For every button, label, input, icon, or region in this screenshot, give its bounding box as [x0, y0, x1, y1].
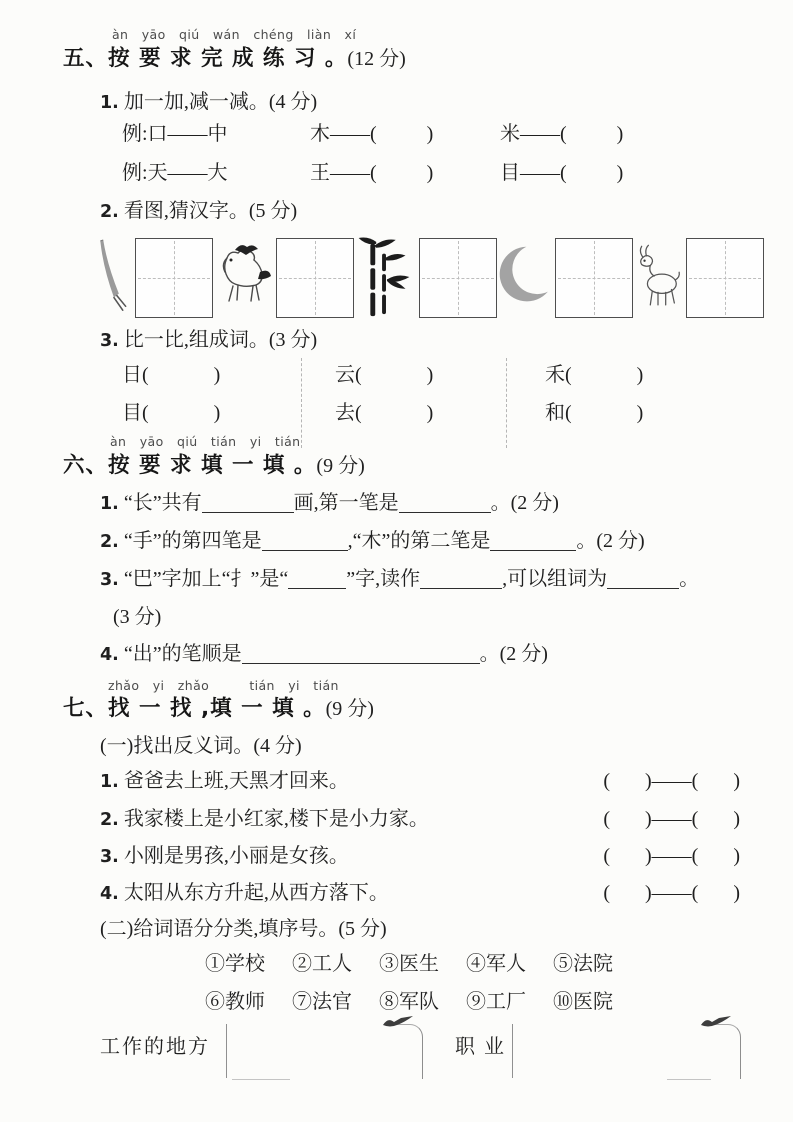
section5-score: (12 分) — [347, 48, 406, 70]
antonym-answer-slot: ( )——( ) — [603, 845, 740, 867]
word-cell: 和( ) — [545, 402, 644, 424]
example-cell: 例:口——中 — [122, 123, 228, 145]
section5-heading — [63, 46, 406, 73]
word-option: ⑧军队 — [379, 991, 439, 1013]
question-number: 2. — [100, 810, 119, 830]
question-score: (3 分) — [268, 329, 318, 351]
word-cell: 日( ) — [122, 364, 221, 386]
question-text: 加一加,减一减。 — [123, 91, 269, 113]
example-cell: 例:天——大 — [122, 162, 228, 184]
picture-group-goat — [633, 238, 764, 318]
word-option: ②工人 — [292, 953, 352, 975]
text-segment: ”字,读作 — [346, 568, 421, 590]
section5-pinyin: àn yāo qiú wán chéng liàn xí — [112, 27, 357, 42]
picture-guess-row — [92, 236, 750, 320]
word-option: ⑤法院 — [553, 953, 613, 975]
category-label-workplace: 工作的地方 — [100, 1036, 210, 1058]
word-option: ④军人 — [466, 953, 526, 975]
question-text: 看图,猜汉字。 — [123, 200, 249, 222]
antonym-answer-slot: ( )——( ) — [603, 770, 740, 792]
text-segment: 。(2 分) — [490, 492, 559, 514]
question-number: 1. — [100, 494, 119, 514]
section7-pinyin: zhǎo yi zhǎo tián yi tián — [108, 678, 339, 693]
character-box — [555, 238, 633, 318]
question-number: 3. — [100, 570, 119, 590]
compare-words-row-1 — [122, 363, 742, 388]
word-cell: 目( ) — [122, 402, 221, 424]
text-segment: 。 — [679, 568, 700, 590]
antonym-answer-slot: ( )——( ) — [603, 808, 740, 830]
question5-3 — [100, 328, 317, 353]
word-option: ①学校 — [205, 953, 265, 975]
knife-image — [92, 237, 132, 319]
answer-cell: 目——( ) — [500, 162, 624, 184]
category-label-occupation: 职 业 — [455, 1036, 506, 1058]
question-text: 比一比,组成词。 — [123, 329, 269, 351]
workplace-answer-box — [226, 1024, 423, 1078]
fill-line — [113, 606, 161, 628]
question6-3 — [100, 567, 699, 592]
text-segment: ,“木”的第二笔是 — [347, 530, 491, 552]
question6-3-score — [113, 605, 161, 630]
add-subtract-row-1 — [122, 122, 742, 147]
question-number: 1. — [100, 772, 119, 792]
sentence-text: 我家楼上是小红家,楼下是小力家。 — [123, 808, 429, 830]
question-score: (4 分) — [268, 91, 318, 113]
word-options-row-1 — [205, 952, 613, 977]
blank-line — [420, 567, 502, 589]
section6-title: 六、按 要 求 填 一 填 。 — [63, 453, 317, 478]
horse-image — [213, 238, 273, 318]
fill-line — [124, 568, 699, 590]
blank-line — [262, 529, 348, 551]
sentence — [100, 807, 429, 832]
question6-4 — [100, 642, 548, 667]
text-segment: (3 分) — [113, 606, 162, 628]
answer-cell: 米——( ) — [500, 123, 624, 145]
bird-icon — [699, 1013, 733, 1031]
character-box — [276, 238, 354, 318]
blank-line — [490, 529, 576, 551]
text-segment: 。(2 分) — [576, 530, 645, 552]
column-divider — [301, 358, 302, 448]
box-tick — [667, 1079, 711, 1080]
section7-title: 七、找 一 找 ,填 一 填 。 — [63, 696, 326, 721]
word-options-row-2 — [205, 990, 613, 1015]
question-number: 3. — [100, 847, 119, 867]
column-divider — [506, 358, 507, 448]
box-corner — [704, 1024, 741, 1079]
character-box — [135, 238, 213, 318]
sentence-text: 小刚是男孩,小丽是女孩。 — [123, 845, 349, 867]
fill-line — [124, 492, 559, 514]
section6-pinyin: àn yāo qiú tián yi tián — [110, 434, 301, 449]
word-cell: 云( ) — [335, 364, 434, 386]
text-segment: “巴”字加上“扌”是“ — [123, 568, 289, 590]
text-segment: 画,第一笔是 — [293, 492, 399, 514]
antonym-row — [100, 807, 740, 832]
answer-cell: 王——( ) — [310, 162, 434, 184]
question6-1 — [100, 491, 559, 516]
text-segment: “出”的笔顺是 — [123, 643, 242, 665]
fill-line — [124, 530, 645, 552]
goat-image — [633, 239, 683, 317]
antonym-row — [100, 769, 740, 794]
bamboo-image — [354, 236, 416, 320]
text-segment: 。(2 分) — [479, 643, 548, 665]
subsection7-1: (一)找出反义词。(4 分) — [100, 735, 302, 757]
subsection7-2: (二)给词语分分类,填序号。(5 分) — [100, 918, 387, 940]
bird-icon — [381, 1013, 415, 1031]
sentence-text: 爸爸去上班,天黑才回来。 — [123, 770, 349, 792]
section7-heading — [63, 696, 374, 723]
blank-line — [399, 491, 491, 513]
question-number: 1. — [100, 93, 119, 113]
add-subtract-row-2 — [122, 161, 742, 186]
section7-score: (9 分) — [325, 698, 374, 720]
picture-group-knife — [92, 237, 213, 319]
word-cell: 禾( ) — [545, 364, 644, 386]
word-option: ⑩医院 — [553, 991, 613, 1013]
section6-heading — [63, 453, 365, 480]
character-box — [419, 238, 497, 318]
compare-words-row-2 — [122, 401, 742, 426]
fill-line — [124, 643, 548, 665]
antonym-row — [100, 844, 740, 869]
picture-group-moon — [497, 238, 633, 318]
occupation-answer-box — [512, 1024, 741, 1078]
sentence — [100, 769, 349, 794]
text-segment: ,可以组词为 — [502, 568, 608, 590]
question5-1 — [100, 90, 317, 115]
question-number: 3. — [100, 331, 119, 351]
section5-title: 五、按 要 求 完 成 练 习 。 — [63, 46, 348, 71]
blank-line — [288, 567, 346, 589]
antonym-answer-slot: ( )——( ) — [603, 882, 740, 904]
question-number: 2. — [100, 532, 119, 552]
character-box — [686, 238, 764, 318]
word-option: ⑥教师 — [205, 991, 265, 1013]
text-segment: “长”共有 — [123, 492, 202, 514]
section6-score: (9 分) — [316, 455, 365, 477]
question-number: 4. — [100, 884, 119, 904]
blank-line — [607, 567, 679, 589]
blank-line — [202, 491, 294, 513]
word-option: ⑦法官 — [292, 991, 352, 1013]
sentence — [100, 844, 349, 869]
picture-group-bamboo — [354, 236, 497, 320]
word-option: ⑨工厂 — [466, 991, 526, 1013]
moon-image — [497, 239, 552, 317]
question-number: 2. — [100, 202, 119, 222]
sentence-text: 太阳从东方升起,从西方落下。 — [123, 882, 389, 904]
box-corner — [386, 1024, 423, 1079]
question5-2 — [100, 199, 297, 224]
sentence — [100, 881, 389, 906]
text-segment: “手”的第四笔是 — [123, 530, 262, 552]
question-number: 4. — [100, 645, 119, 665]
word-cell: 去( ) — [335, 402, 434, 424]
box-tick — [232, 1079, 290, 1080]
question-score: (5 分) — [248, 200, 298, 222]
answer-cell: 木——( ) — [310, 123, 434, 145]
word-option: ③医生 — [379, 953, 439, 975]
question6-2 — [100, 529, 645, 554]
blank-line — [242, 642, 480, 664]
picture-group-horse — [213, 238, 354, 318]
antonym-row — [100, 881, 740, 906]
